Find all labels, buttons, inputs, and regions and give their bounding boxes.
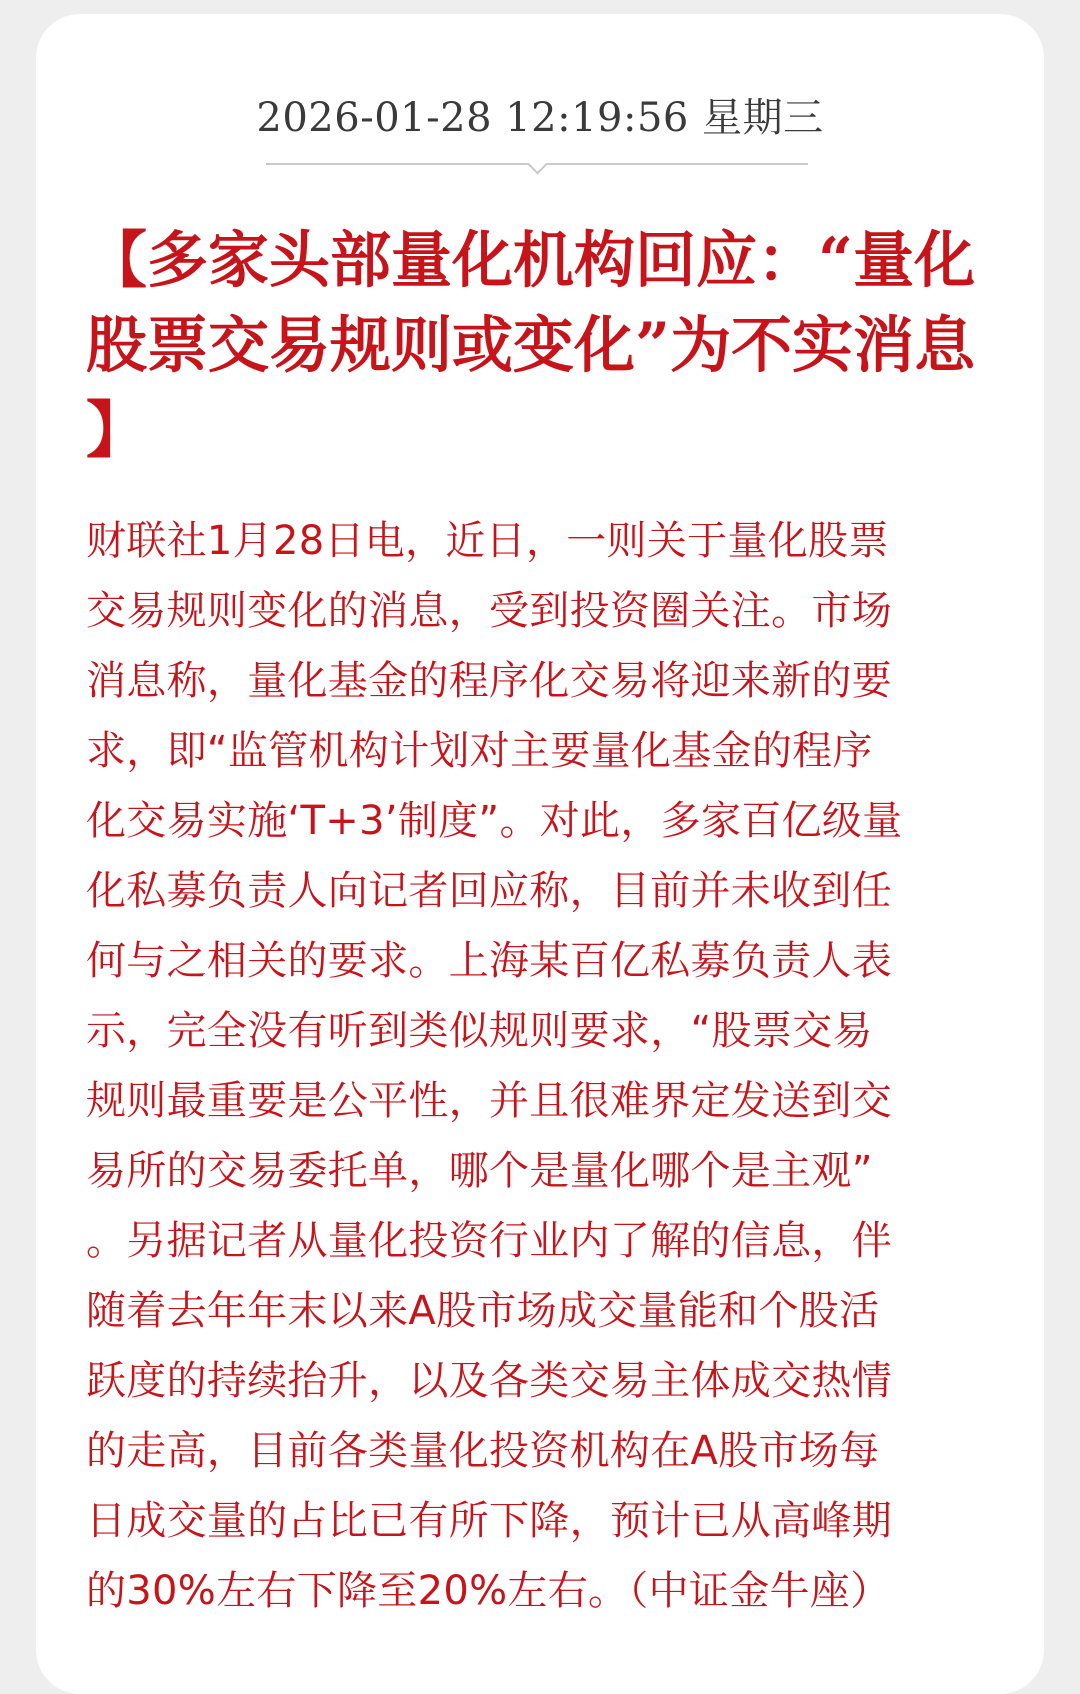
body-line: 的走高，目前各类量化投资机构在A股市场每 — [86, 1428, 880, 1474]
body-line: 示，完全没有听到类似规则要求，“股票交易 — [86, 1008, 873, 1054]
body-line: 规则最重要是公平性，并且很难界定发送到交 — [86, 1078, 892, 1124]
body-line: 交易规则变化的消息，受到投资圈关注。市场 — [86, 588, 892, 634]
body-line: 的30%左右下降至20%左右。（中证金牛座） — [86, 1568, 891, 1614]
body-line: 跃度的持续抬升，以及各类交易主体成交热情 — [86, 1358, 892, 1404]
body-line: 化交易实施‘T+3’制度”。对此，多家百亿级量 — [86, 798, 903, 844]
body-line: 易所的交易委托单，哪个是量化哪个是主观” — [86, 1148, 873, 1194]
divider-notch-arrow — [526, 163, 548, 175]
body-line: 化私募负责人向记者回应称，目前并未收到任 — [86, 868, 892, 914]
body-line: 日成交量的占比已有所下降，预计已从高峰期 — [86, 1498, 892, 1544]
headline-line: 股票交易规则或变化”为不实消息 — [86, 310, 976, 381]
article-body — [86, 506, 986, 1626]
body-line: 求，即“监管机构计划对主要量化基金的程序 — [86, 728, 873, 774]
body-line: 财联社1月28日电，近日，一则关于量化股票 — [86, 518, 889, 564]
headline-line: 【多家头部量化机构回应：“量化 — [86, 225, 976, 296]
publish-timestamp: 2026-01-28 12:19:56 星期三 — [256, 95, 824, 141]
body-line: 随着去年年末以来A股市场成交量能和个股活 — [86, 1288, 880, 1334]
body-line: 消息称，量化基金的程序化交易将迎来新的要 — [86, 658, 892, 704]
body-line: 。另据记者从量化投资行业内了解的信息，伴 — [86, 1218, 892, 1264]
headline-line: 】 — [86, 395, 148, 466]
headline — [86, 218, 986, 473]
body-line: 何与之相关的要求。上海某百亿私募负责人表 — [86, 938, 892, 984]
